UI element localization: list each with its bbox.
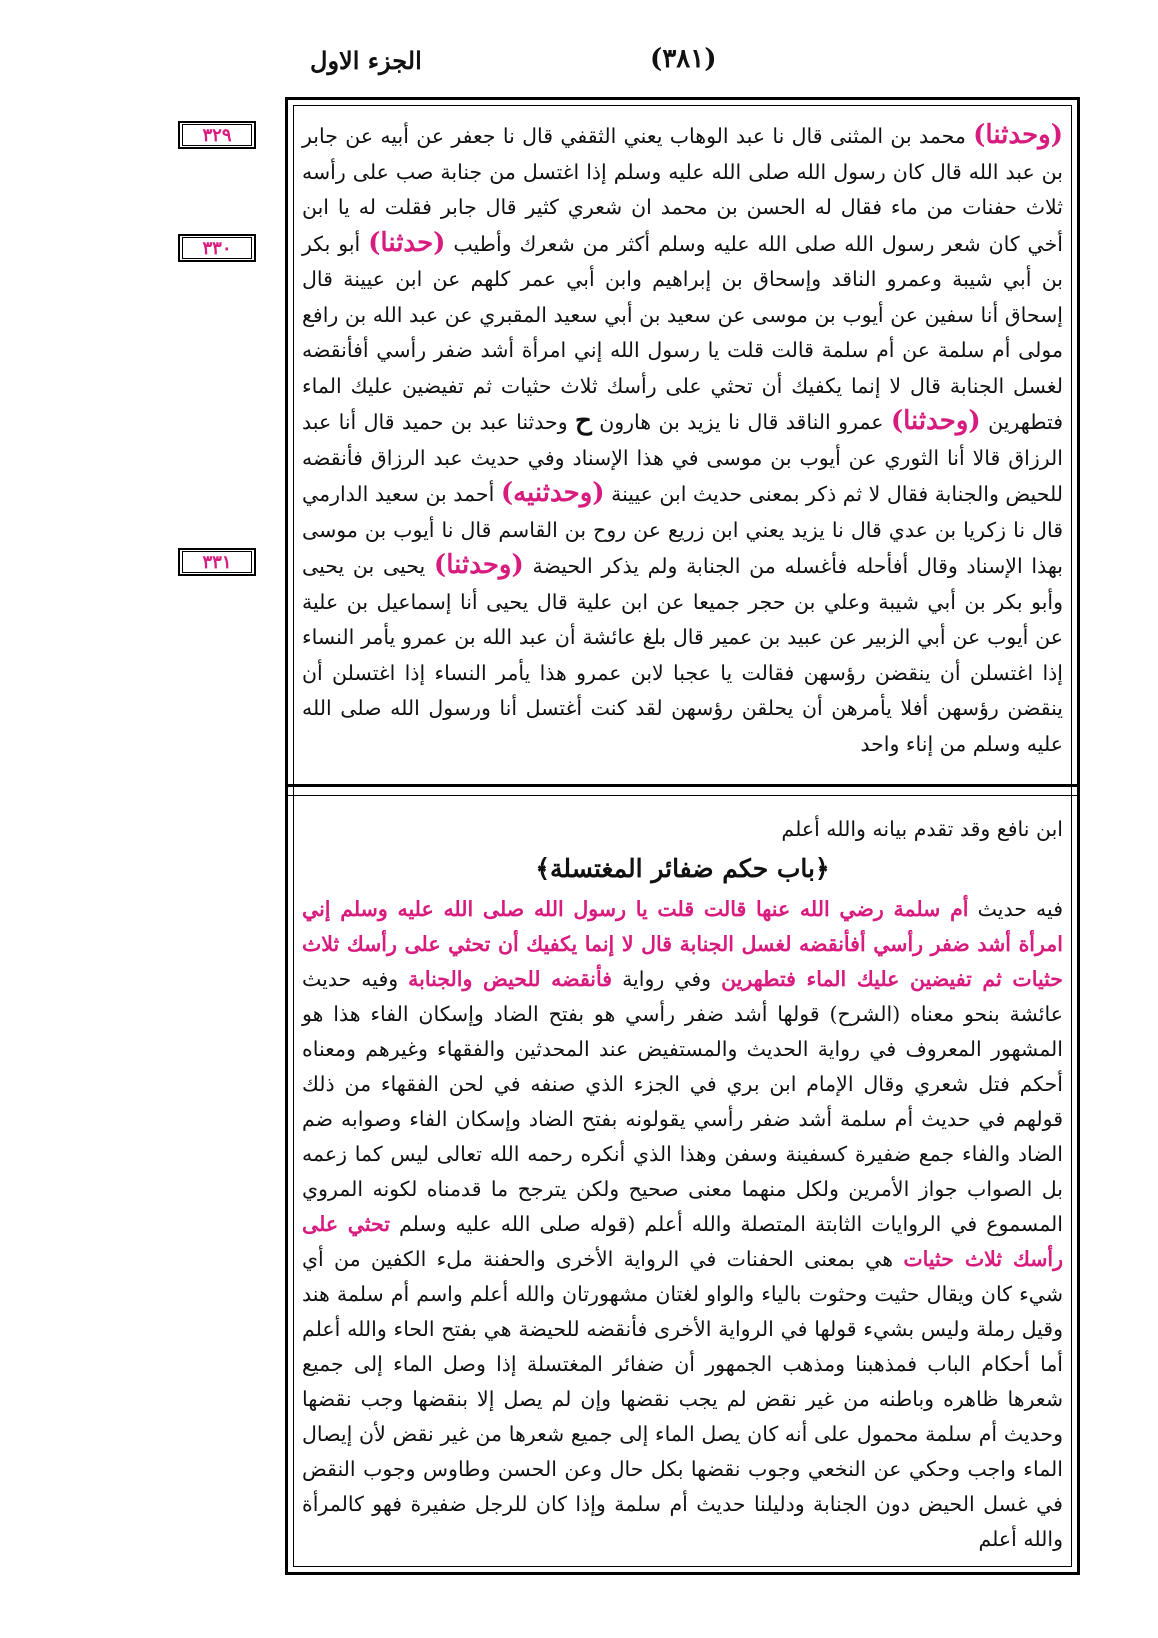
commentary-text: فيه حديث xyxy=(968,897,1063,921)
narration-keyword: (وحدثنا) xyxy=(973,120,1063,150)
page-frame xyxy=(285,97,1080,1575)
tahwil-mark: ح xyxy=(575,406,592,436)
hadith-number: ٣٣٠ xyxy=(182,237,252,259)
commentary-intro: ابن نافع وقد تقدم بيانه والله أعلم xyxy=(781,817,1063,841)
narration-keyword: (وحدثنيه) xyxy=(500,478,605,508)
hadith-paragraph xyxy=(302,118,1063,762)
commentary-text: هي بمعنى الحفنات في الرواية الأخرى والحفنة ملء الكفين من أي شيء كان ويقال حثيت وحثوت بالياء والواو لغتان مشهورتان والله أعلم واسم أم سلمة هند وقيل رملة وليس بشيء قولها في الرواية الأخرى فأنقضه للحيضة هي بفتح الحاء والله أعلم أما أحكام الباب فمذهبنا ومذهب الجمهور أن ضفائر المغتسلة إذا وصل الماء إلى جميع شعرها ظاهره وباطنه من غير نقض لم يجب نقضها وإن لم يصل إلا بنقضها وجب نقضها وحديث أم سلمة محمول على أنه كان يصل الماء إلى جميع شعرها من غير نقض لأن إيصال الماء واجب وحكي عن النخعي وجوب نقضها بكل حال وعن الحسن وطاوس وجوب النقض في غسل الحيض دون الجنابة ودليلنا حديث أم سلمة وإذا كان للرجل ضفيرة فهو كالمرأة والله أعلم xyxy=(302,1247,1063,1551)
quoted-hadith: فأنقضه للحيض والجنابة xyxy=(408,967,613,991)
commentary-text: وفي رواية xyxy=(612,967,722,991)
commentary-block xyxy=(302,812,1063,1562)
hadith-number: ٣٢٩ xyxy=(182,124,252,146)
narration-keyword: (حدثنا) xyxy=(368,227,446,258)
volume-label: الجزء الاول xyxy=(310,46,422,75)
hadith-text: أبو بكر بن أبي شيبة وعمرو الناقد وإسحاق بن إبراهيم وابن أبي عمر كلهم عن ابن عيينة قال إسحاق أنا سفين عن أيوب بن موسى عن سعيد بن أبي سعيد المقبري عن عبد الله بن رافع مولى أم سلمة عن أم سلمة قالت قلت يا رسول الله إني امرأة أشد ضفر رأسي أفأنقضه لغسل الجنابة قال لا إنما يكفيك أن تحثي على رأسك ثلاث حثيات ثم تفيضين عليك الماء فتطهرين xyxy=(302,231,1063,434)
commentary-text: وفيه حديث عائشة بنحو معناه (الشرح) قولها أشد ضفر رأسي هو بفتح الضاد وإسكان الفاء هذا هو المشهور المعروف في رواية الحديث والمستفيض عند المحدثين والفقهاء وغيرهم ومعناه أحكم فتل شعري وقال الإمام ابن بري في الجزء الذي صنفه في لحن الفقهاء من ذلك قولهم في حديث أم سلمة أشد ضفر رأسي يقولونه بفتح الضاد وإسكان الفاء وصوابه ضم الضاد والفاء جمع ضفيرة كسفينة وسفن وهذا الذي أنكره رحمه الله تعالى ليس كما زعمه بل الصواب جواز الأمرين ولكل منهما معنى صحيح ولكن يترجح ما قدمناه لكونه المروي المسموع في الروايات الثابتة المتصلة والله أعلم (قوله صلى الله عليه وسلم xyxy=(302,967,1063,1236)
hadith-text: عمرو الناقد قال نا يزيد بن هارون xyxy=(591,410,891,434)
hadith-number-box xyxy=(178,548,256,576)
narration-keyword: (وحدثنا) xyxy=(433,550,524,580)
hadith-number-box xyxy=(178,234,256,262)
hadith-text-block xyxy=(302,118,1063,768)
section-divider xyxy=(288,784,1077,796)
commentary-paragraph xyxy=(302,892,1063,1557)
chapter-title: ﴿باب حكم ضفائر المغتسلة﴾ xyxy=(535,854,830,883)
hadith-text: أحمد بن سعيد الدارمي قال نا زكريا بن عدي قال نا يزيد يعني ابن زريع عن روح بن القاسم قال نا أيوب بن موسى بهذا الإسناد وقال أفأحله فأغسله من الجنابة ولم يذكر الحيضة xyxy=(302,482,1063,578)
narration-keyword: (وحدثنا) xyxy=(890,406,981,436)
quoted-hadith: أم سلمة رضي الله عنها قالت قلت يا رسول الله صلى الله عليه وسلم إني امرأة أشد ضفر رأسي أفأنقضه لغسل الجنابة قال لا إنما يكفيك أن تحثي على رأسك ثلاث حثيات ثم تفيضين عليك الماء فتطهرين xyxy=(302,897,1063,991)
hadith-number-box xyxy=(178,121,256,149)
quoted-hadith: تحثي على رأسك ثلاث حثيات xyxy=(302,1212,1064,1271)
hadith-number: ٣٣١ xyxy=(182,551,252,573)
page-number: (٣٨١) xyxy=(650,44,717,74)
hadith-text: وحدثنا عبد بن حميد قال أنا عبد الرزاق قالا أنا الثوري عن أيوب بن موسى في هذا الإسناد وفي حديث عبد الرزاق فأنقضه للحيض والجنابة فقال لا ثم ذكر بمعنى حديث ابن عيينة xyxy=(302,410,1063,506)
hadith-text: يحيى بن يحيى وأبو بكر بن أبي شيبة وعلي بن حجر جميعا عن ابن علية قال يحيى أنا إسماعيل بن علية عن أيوب عن أبي الزبير عن عبيد بن عمير قال بلغ عائشة أن عبد الله بن عمرو يأمر النساء إذا اغتسلن أن ينقضن رؤسهن فقالت يا عجبا لابن عمرو هذا يأمر النساء إذا اغتسلن أن ينقضن رؤسهن أفلا يأمرهن أن يحلقن رؤسهن لقد كنت أغتسل أنا ورسول الله صلى الله عليه وسلم من إناء واحد xyxy=(302,554,1063,756)
hadith-text: محمد بن المثنى قال نا عبد الوهاب يعني الثقفي قال نا جعفر عن أبيه عن جابر بن عبد الله قال كان رسول الله صلى الله عليه وسلم إذا اغتسل من جنابة صب على رأسه ثلاث حفنات من ماء فقال له الحسن بن محمد ان شعري كثير قال جابر فقلت له يا ابن أخي كان شعر رسول الله صلى الله عليه وسلم أكثر من شعرك وأطيب xyxy=(302,124,1063,256)
